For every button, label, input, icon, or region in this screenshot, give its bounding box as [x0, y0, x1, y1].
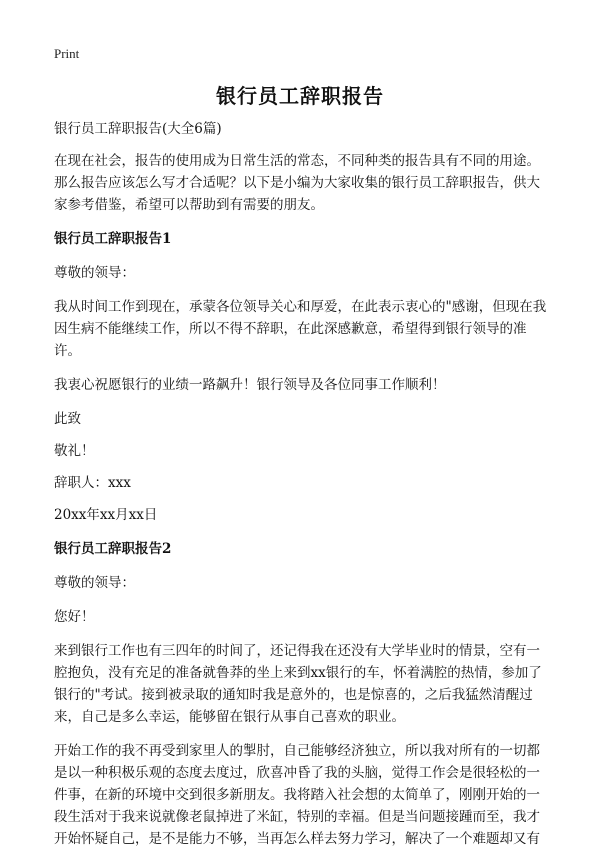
report2-body-2: 开始工作的我不再受到家里人的掣肘，自己能够经济独立，所以我对所有的一切都是以一种积极乐观的态度去度过，欣喜冲昏了我的头脑，觉得工作会是很轻松的一件事，在新的环境中交到很多新朋友。我将踏入社会想的太简单了，刚刚开始的一段生活对于我来说就像老鼠掉进了米缸，特别的幸福。但是当问题接踵而至，我才开始怀疑自己，是不是能力不够，当再怎么样去努力学习，解决了一个难题却又有 [54, 743, 540, 847]
report2-hello: 您好！ [54, 609, 95, 625]
report2-greeting: 尊敬的领导： [54, 575, 135, 591]
intro-paragraph: 在现在社会，报告的使用成为日常生活的常态，不同种类的报告具有不同的用途。那么报告应该怎么写才合适呢？以下是小编为大家收集的银行员工辞职报告，供大家参考借鉴，希望可以帮助到有需要的朋友。 [54, 153, 540, 213]
report1-body-1: 我从时间工作到现在，承蒙各位领导关心和厚爱，在此表示衷心的"感谢，但现在我因生病不能继续工作，所以不得不辞职，在此深感歉意，希望得到银行领导的准许。 [54, 299, 547, 359]
report2-heading: 银行员工辞职报告2 [54, 541, 172, 557]
document-content [54, 118, 550, 862]
report1-closing-1: 此致 [54, 411, 81, 427]
document-subtitle: 银行员工辞职报告(大全6篇) [54, 121, 222, 137]
report1-body-2: 我衷心祝愿银行的业绩一路飙升！银行领导及各位同事工作顺利！ [54, 377, 446, 393]
print-label: Print [54, 46, 80, 61]
report1-greeting: 尊敬的领导： [54, 265, 135, 281]
document-title: 银行员工辞职报告 [216, 84, 384, 108]
report1-date: 20xx年xx月xx日 [54, 507, 158, 523]
report1-signature: 辞职人：xxx [54, 475, 131, 491]
report1-closing-2: 敬礼！ [54, 443, 95, 459]
report2-body-1: 来到银行工作也有三四年的时间了，还记得我在还没有大学毕业时的情景，空有一腔抱负，没有充足的准备就鲁莽的坐上来到xx银行的车，怀着满腔的热情，参加了银行的"考试。接到被录取的通知时我是意外的，也是惊喜的，之后我猛然清醒过来，自己是多么幸运，能够留在银行从事自己喜欢的职业。 [54, 643, 542, 725]
report1-heading: 银行员工辞职报告1 [54, 231, 172, 247]
